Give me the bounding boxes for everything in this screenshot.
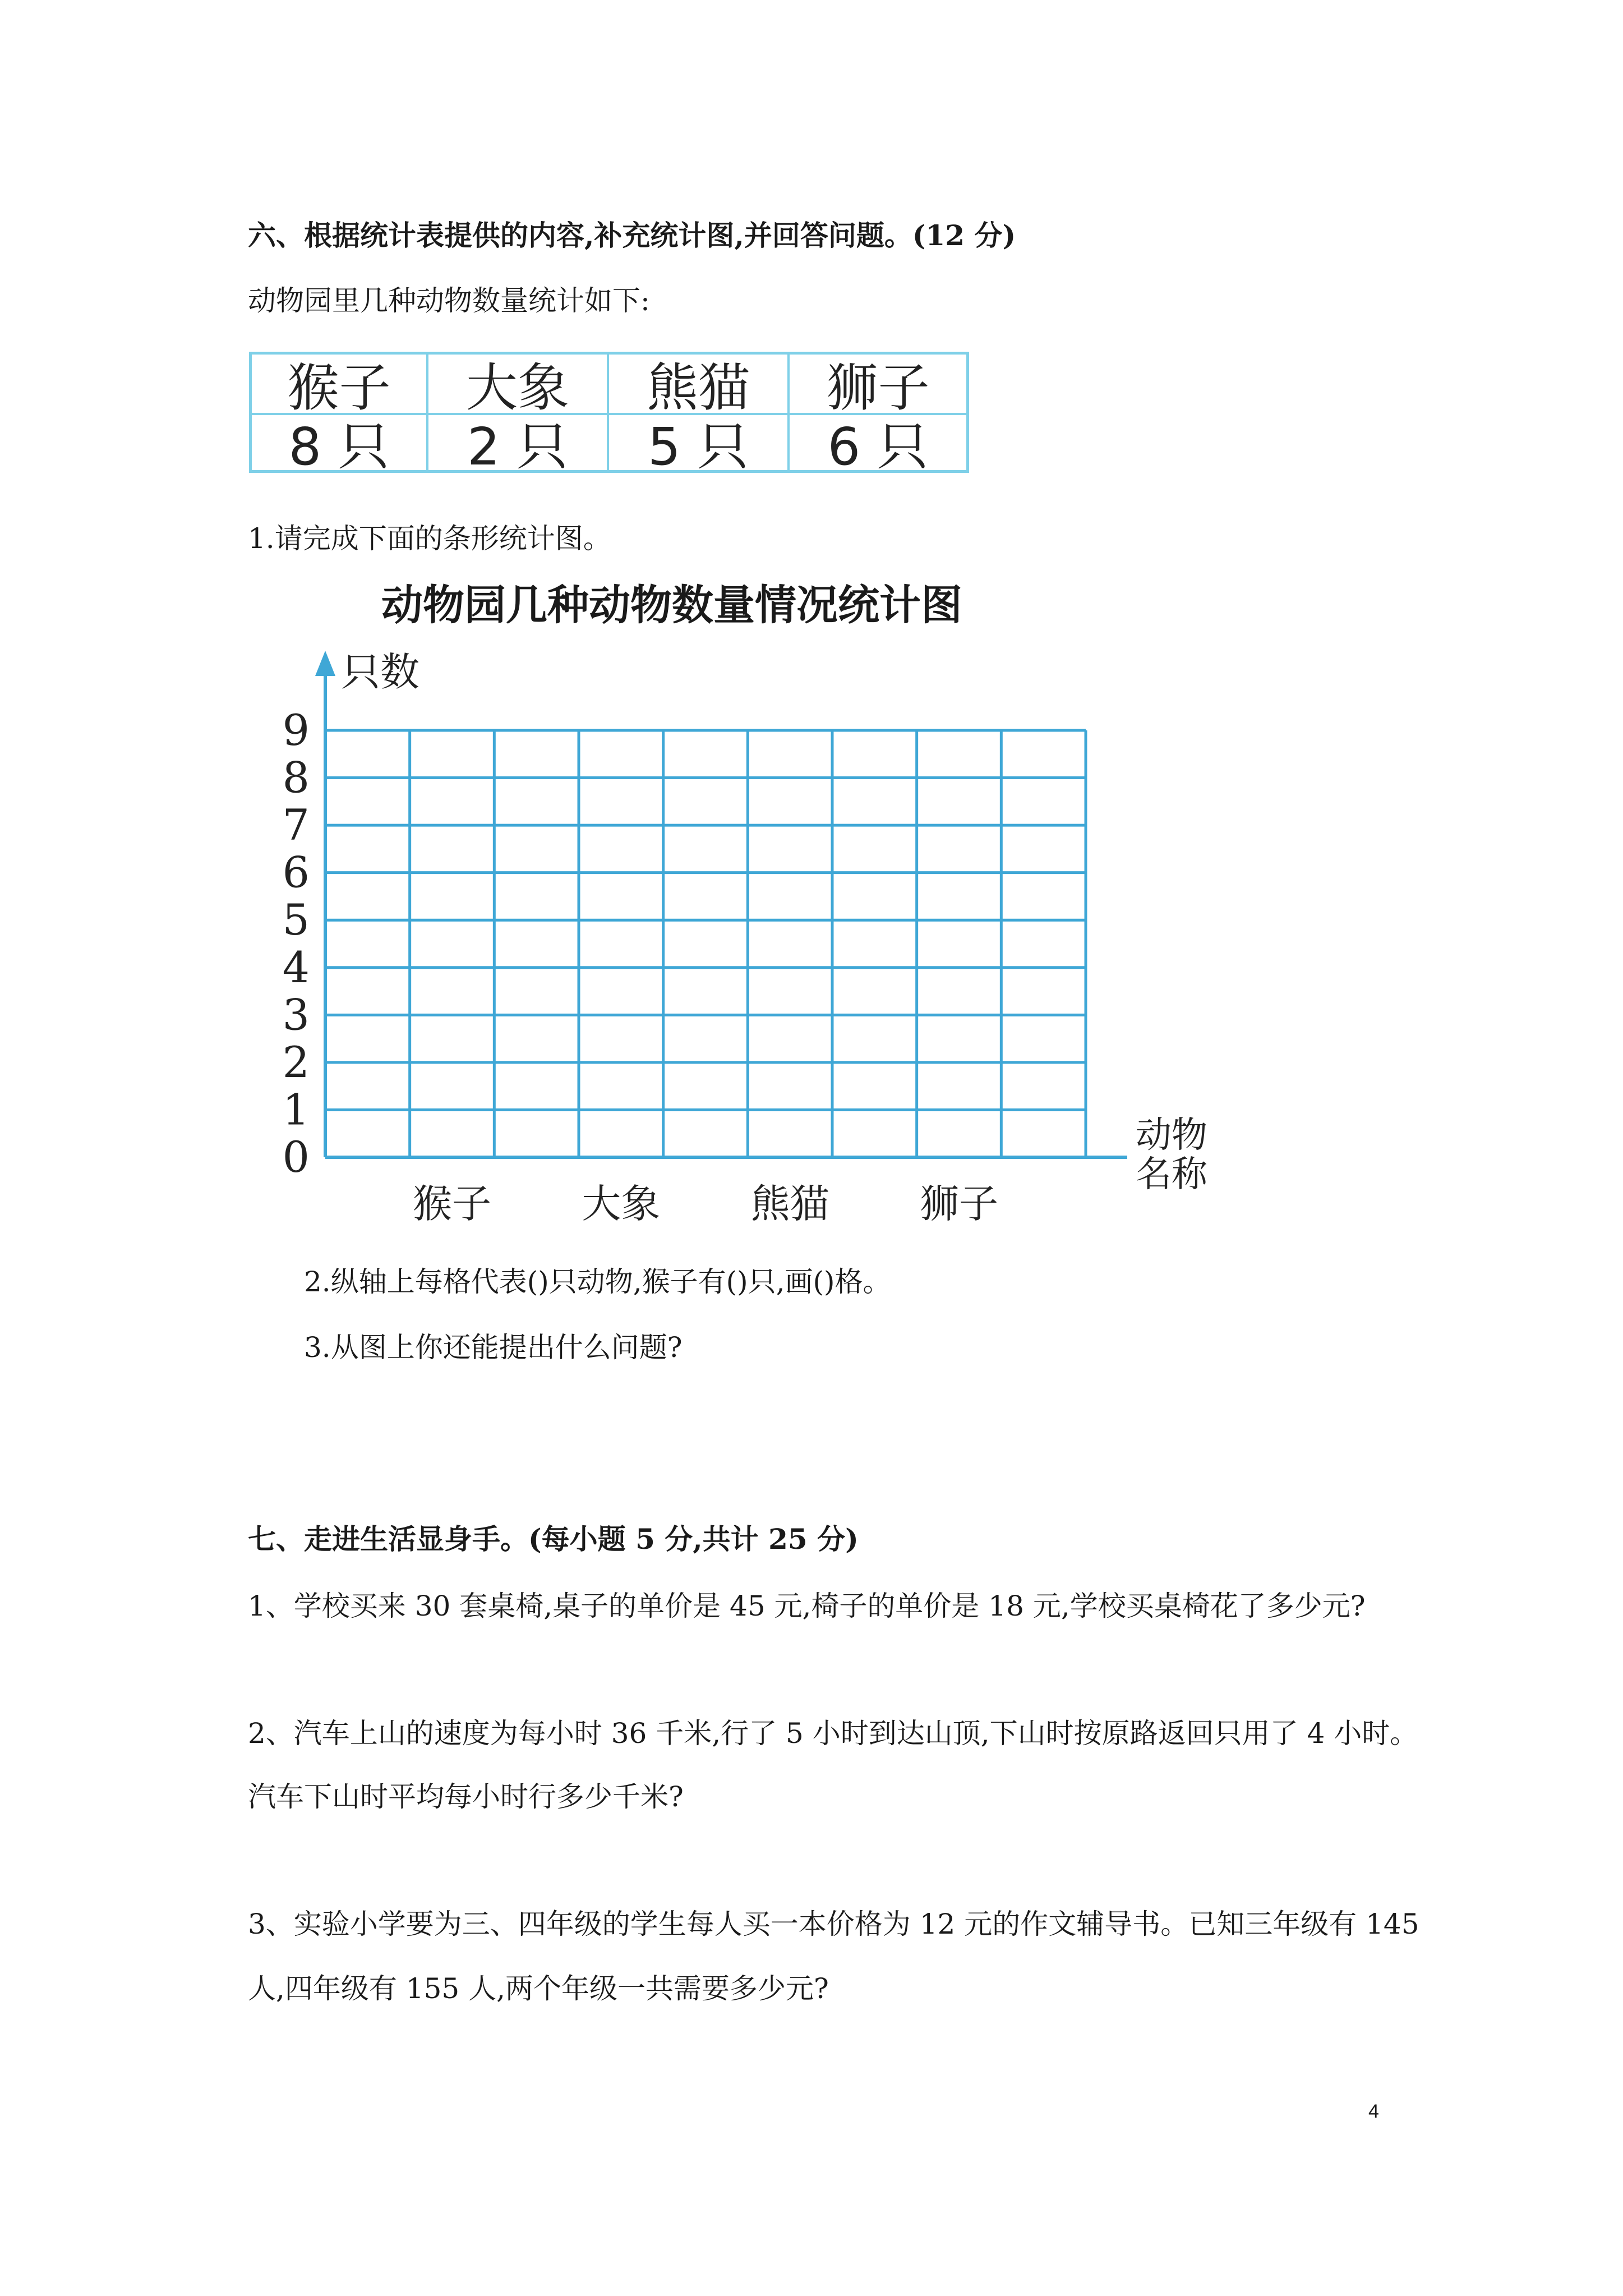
problem-2-line-2: 汽车下山时平均每小时行多少千米? [248,1780,684,1813]
problem-1: 1、学校买来 30 套桌椅,桌子的单价是 45 元,椅子的单价是 18 元,学校买桌椅花了多少元? [248,1590,1366,1622]
y-tick-label: 1 [282,1084,310,1135]
table-animal-cell: 猴子 [287,358,391,418]
y-axis-label: 只数 [341,649,419,695]
section-6-heading: 六、根据统计表提供的内容,补充统计图,并回答问题。(12 分) [248,219,1016,252]
table-animal-cell: 熊猫 [646,358,750,418]
y-tick-labels [283,705,310,1182]
x-tick-label: 狮子 [920,1181,998,1227]
y-tick-label: 8 [282,752,310,803]
page-number: 4 [1368,2101,1379,2122]
y-tick-label: 5 [282,895,310,945]
x-tick-label: 大象 [582,1181,661,1227]
table-count-cell: 8 只 [288,417,390,477]
y-tick-label: 6 [282,847,310,898]
table-animal-cell: 大象 [465,358,569,418]
table-animal-cell: 狮子 [826,358,930,418]
section-6-intro: 动物园里几种动物数量统计如下: [248,284,650,317]
section-7-heading: 七、走进生活显身手。(每小题 5 分,共计 25 分) [248,1522,859,1556]
y-tick-label: 4 [282,942,310,992]
problem-3-line-2: 人,四年级有 155 人,两个年级一共需要多少元? [248,1972,829,2005]
question-2: 2.纵轴上每格代表()只动物,猴子有()只,画()格。 [304,1266,891,1298]
chart-title: 动物园几种动物数量情况统计图 [381,581,962,629]
x-axis-label-line-1: 动物 [1136,1115,1207,1156]
y-axis-arrow-icon [315,651,335,676]
question-1: 1.请完成下面的条形统计图。 [248,522,611,555]
y-tick-label: 2 [282,1037,310,1087]
problem-3-line-1: 3、实验小学要为三、四年级的学生每人买一本价格为 12 元的作文辅导书。已知三年级有 145 [248,1908,1419,1940]
x-axis-label-line-2: 名称 [1136,1154,1207,1195]
y-tick-label: 3 [282,990,310,1040]
question-3: 3.从图上你还能提出什么问题? [304,1331,683,1364]
x-tick-label: 猴子 [413,1181,491,1227]
chart-grid [325,730,1086,1157]
chart-axes [315,651,1127,1157]
table-count-cell: 2 只 [467,417,568,477]
y-tick-label: 0 [282,1132,310,1182]
table-count-cell: 5 只 [648,417,749,477]
y-tick-label: 7 [282,800,310,850]
y-tick-label: 9 [282,705,310,755]
x-tick-labels [413,1181,998,1227]
x-tick-label: 熊猫 [750,1181,829,1227]
problem-2-line-1: 2、汽车上山的速度为每小时 36 千米,行了 5 小时到达山顶,下山时按原路返回只用了 4 小时。 [248,1717,1418,1750]
table-count-cell: 6 只 [827,417,929,477]
